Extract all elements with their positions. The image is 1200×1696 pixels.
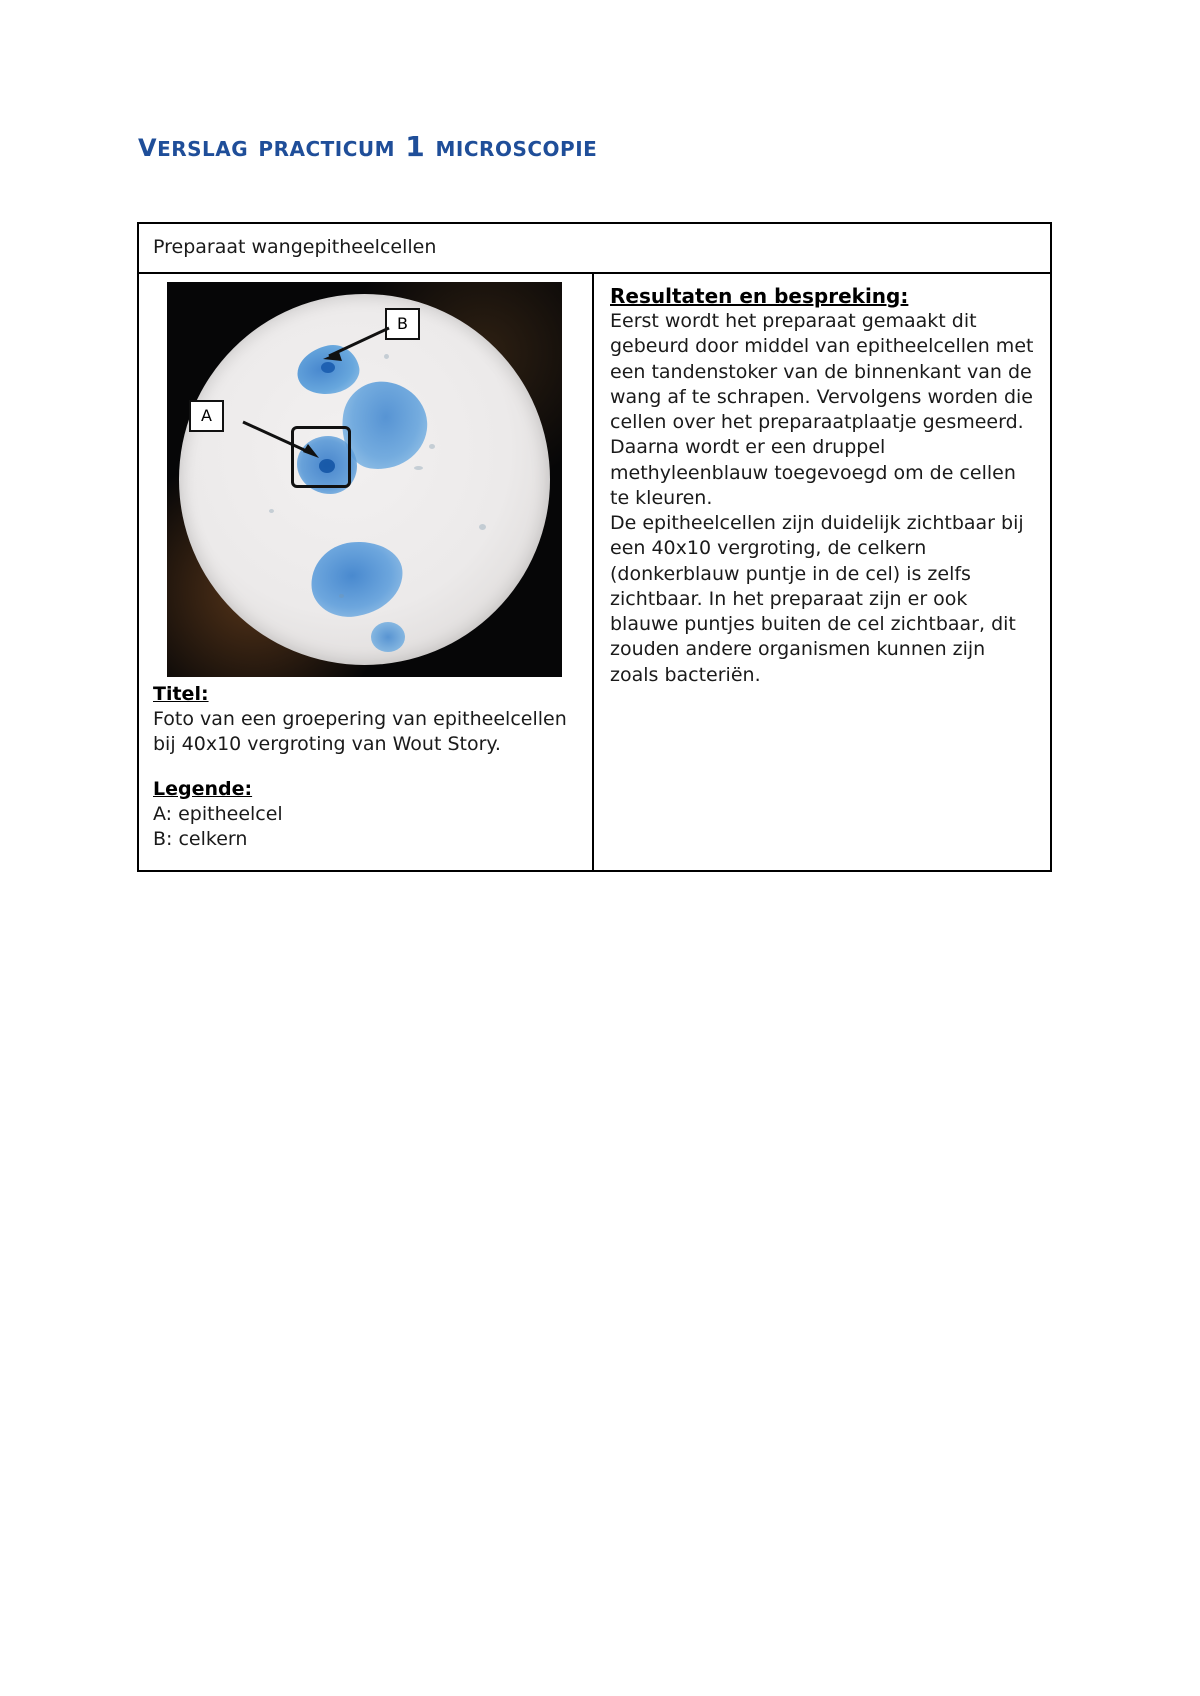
label-b: B <box>385 308 420 340</box>
label-a: A <box>189 400 224 432</box>
epithelial-cell-blob <box>371 622 405 652</box>
debris-speck <box>339 594 344 598</box>
page-title: verslag practicum 1 microscopie <box>138 125 598 165</box>
legende-heading: Legende: <box>153 777 253 800</box>
legende-item-a: A: epitheelcel <box>153 802 283 825</box>
region-of-interest-box <box>291 426 351 488</box>
caption-spacer <box>153 758 592 778</box>
results-heading: Resultaten en bespreking: <box>610 284 909 308</box>
debris-speck <box>384 354 389 359</box>
results-paragraph-1: Eerst wordt het preparaat gemaakt dit gebeurd door middel van epitheelcellen met een tandenstoker van de binnenkant van de wang af te schrapen. Vervolgens worden die cellen over het preparaatplaatje gesmeerd. <box>610 310 1034 434</box>
titel-heading: Titel: <box>153 683 209 705</box>
table-body-row <box>139 274 1050 870</box>
photo-and-caption-cell <box>139 274 594 870</box>
microscope-photo <box>167 282 562 677</box>
cell-nucleus <box>321 362 335 373</box>
legende-item-b: B: celkern <box>153 827 248 850</box>
results-paragraph-3: De epitheelcellen zijn duidelijk zichtbaar bij een 40x10 vergroting, de celkern (donkerblauw puntje in de cel) is zelfs zichtbaar. In het preparaat zijn er ook blauwe puntjes buiten de cel zichtbaar, dit zouden andere organismen kunnen zijn zoals bacteriën. <box>610 512 1024 686</box>
report-table <box>137 222 1052 872</box>
titel-text: Foto van een groepering van epitheelcellen bij 40x10 vergroting van Wout Story. <box>153 708 567 756</box>
debris-speck <box>479 524 486 530</box>
epithelial-cell-blob <box>307 537 406 620</box>
microscope-field <box>179 294 550 665</box>
table-header-cell: Preparaat wangepitheelcellen <box>139 224 1050 274</box>
debris-speck <box>429 444 435 449</box>
results-paragraph-2: Daarna wordt er een druppel methyleenblauw toegevoegd om de cellen te kleuren. <box>610 436 1016 509</box>
debris-speck <box>269 509 274 513</box>
results-cell <box>594 274 1050 870</box>
caption-block <box>139 677 592 870</box>
debris-speck <box>414 466 423 470</box>
